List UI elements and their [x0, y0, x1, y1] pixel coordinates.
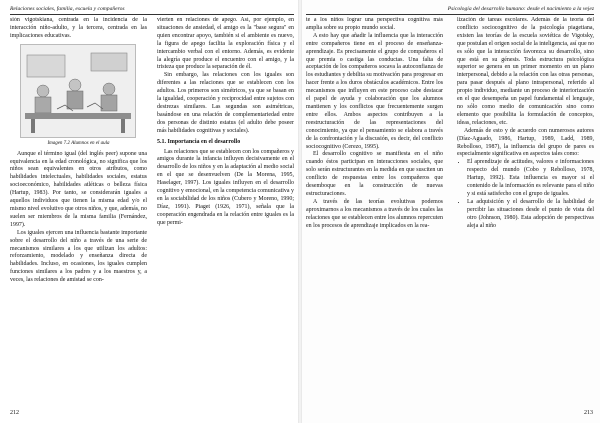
col2-paragraph-importance: Las relaciones que se establecen con los compañeros y amigos durante la infancia influyen decisivamente en el desarrollo de los niños y en la adaptación al medio social en el que se desenvuelven (De la Morena, 1995, Haselager, 1997). Los iguales influyen en el desarrollo cognitivo y emocional, en la competencia comunicativa y en la sociabilidad de los niños (Cubero y Moreno, 1990; Díaz, 1991). Piaget (1926, 1971), señala que la cooperación engendrada en la relación entre iguales es la que permi-: [157, 148, 294, 226]
column-4: [457, 17, 594, 230]
classroom-illustration: [20, 44, 136, 138]
book-gutter: [298, 0, 302, 423]
left-page-number: 212: [10, 410, 19, 416]
column-3: [306, 17, 443, 230]
left-header-rule: [10, 14, 294, 15]
right-page-number: 213: [584, 410, 593, 416]
col1-paragraph-top: sión vigotskiana, centrada en la incidencia de la interacción niño-adulto, y la tercera, centrada en las implicaciones educativas.: [10, 17, 147, 39]
col1-paragraph-peers: Aunque el término igual (del inglés peer) supone una equivalencia en la edad cronológica, no significa que los niños sean equivalentes en otros atributos, como habilidades intelectuales, habilidades sociales, estatus socioeconómico, habilidades atléticas o belleza física (Hartup, 1983). Por tanto, se considerarán iguales a aquellos individuos que tienen la misma edad y/o el mismo nivel evolutivo que otros niños, y que, además, no suelen ser miembros de la misma familia (Fernández, 1997).: [10, 150, 147, 228]
section-title: 5.1. Importancia en el desarrollo: [157, 138, 241, 145]
right-header-rule: [306, 14, 594, 15]
col3-paragraph-perspective: te a los niños lograr una perspectiva cognitiva más amplia sobre su propio mundo social.: [306, 17, 443, 31]
col2-paragraph-relations: Sin embargo, las relaciones con los iguales son diferentes a las relaciones que se establecen con los adultos. Los primeros son simétricos, ya que se basan en la igualdad, cooperación y reciprocidad entre sujetos con destrezas similares. Las segundas son asimétricas, basándose en una relación de complementariedad entre dos personas de distinto estatus (el adulto debe poseer más habilidades cognitivas y sociales).: [157, 72, 294, 134]
left-page-header: Relaciones sociales, familia, escuela y compañeros: [10, 6, 125, 12]
col3-paragraph-teaching: A esto hay que añadir la influencia que la interacción entre compañeros tiene en el proceso de enseñanza-aprendizaje. Es precisamente el grupo de compañeros el que premia o castiga las conductas. Una falta de aceptación de los compañeros socava la autoconfianza de los estudiantes y debilita su motivación para progresar en hacer frente a los duros obstáculos académicos. Entre los mecanismos que influyen en este proceso cabe destacar el papel de ayuda y colaboración que los alumnos mantienen y los conflictos que frecuentemente surgen entre ellos. Ambos aspectos contribuyen a la reestructuración de las representaciones del conocimiento, ya que el pensamiento se elabora a través de la confrontación y la discusión, es decir, del conflicto sociocognitivo (Cerezo, 1995).: [306, 32, 443, 150]
list-item: • La adquisición y el desarrollo de la habilidad de percibir las situaciones desde el punto de vista del otro (Johnson, 1980). Esta adopción de perspectivas aleja al niño: [467, 199, 594, 231]
col3-paragraph-cognitive: El desarrollo cognitivo se manifiesta en el niño cuando éstos participan en interacciones sociales, que solo serán estructurantes en la medida en que susciten un conflicto de respuestas entre los compañeros que desemboque en la construcción de nuevas estructuraciones.: [306, 151, 443, 197]
column-2: [157, 17, 294, 228]
classroom-illustration-graphic: [21, 45, 135, 137]
col2-paragraph-attachment: vierten en relaciones de apego. Así, por ejemplo, en situaciones de ansiedad, el amigo es la "base segura" en quien encontrar apoyo, también si el ambiente es nuevo, la figura de apego facilita la exploración física y el intercambio verbal con el entorno. Además, es evidente la alegría que produce el encuentro con el amigo, y la tristeza que produce la separación de él.: [157, 17, 294, 71]
col4-paragraph-authors: Además de esto y de acuerdo con numerosos autores (Díaz-Aguado, 1986, Hartup, 1989, Ladd, 1989, Rebolloso, 1987), la influencia del grupo de pares es especialmente significativa en aspectos tales como:: [457, 127, 594, 158]
figure-caption: Imagen 7.2 Alumnos en el aula: [47, 140, 110, 146]
right-page: [300, 0, 600, 423]
influence-list: [457, 159, 594, 230]
list-item: • El aprendizaje de actitudes, valores e informaciones respecto del mundo (Cobo y Rebolloso, 1978, Hartup, 1992). Esta influencia es mayor si el contenido de la información es relevante para el niño y si está satisfecho con el grupo de iguales.: [467, 159, 594, 199]
col3-paragraph-theories: A través de las teorías evolutivas podemos aproximarnos a los mecanismos a través de los cuales las relaciones que se establecen entre los alumnos repercuten en los procesos de aprendizaje implicados en la rea-: [306, 198, 443, 229]
column-1: [10, 17, 147, 285]
col4-paragraph-vygotsky: lización de tareas escolares. Además de la teoría del conflicto sociocognitivo de la psicología piagetiana, existen las teorías de la escuela soviética de Vigotsky, que postulan el origen social de la inteligencia, así que no es sólo que la interacción favorezca su desarrollo, sino que está en su génesis. Toda estructura psicológica superior se genera en un primer momento en un plano interpersonal, debido a la relación con las otras personas, para pasar después al plano intrapersonal, referido al propio individuo, mediante un proceso de interiorización en el que desempeña un papel fundamental el lenguaje, no sólo como medio de comunicación sino como elemento que posibilita la formulación de conceptos, ideas, relaciones, etc.: [457, 17, 594, 126]
col1-paragraph-influence: Los iguales ejercen una influencia bastante importante sobre el desarrollo del niño a través de una serie de mecanismos similares a los que utilizan los adultos: reforzamiento, modelado y enseñanza directa de habilidades. Incluso, en ocasiones, los iguales cumplen funciones similares a los padres y a los maestros y, a veces, las relaciones de amistad se con-: [10, 229, 147, 284]
right-page-header: Psicología del desarrollo humano: desde el nacimiento a la vejez: [447, 6, 594, 12]
